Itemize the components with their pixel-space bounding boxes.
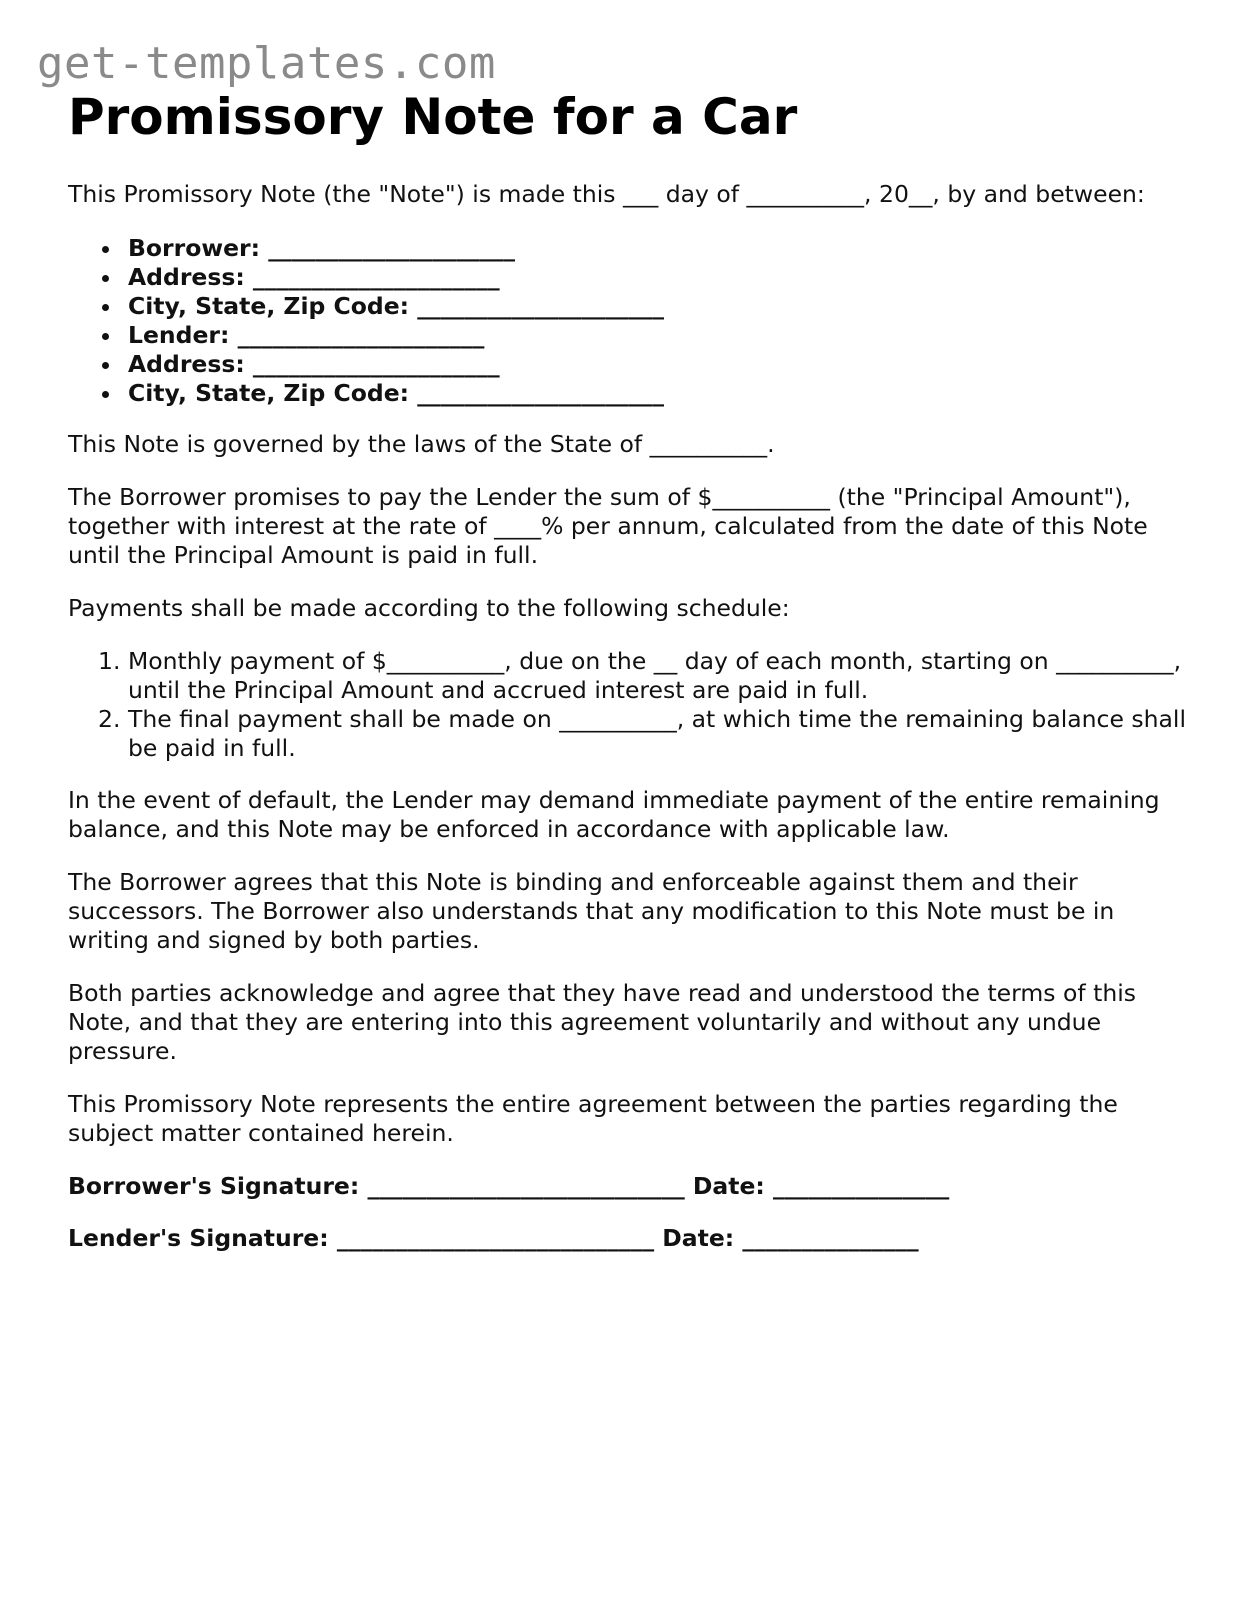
- entire-agreement-paragraph: This Promissory Note represents the entire agreement between the parties regarding the subject matter contained herein.: [68, 1090, 1118, 1147]
- principal-paragraph: The Borrower promises to pay the Lender the sum of $__________ (the "Principal Amount"), together with interest at the rate of ____% per annum, calculated from the date of this Note until the Principal Amount is paid in full.: [68, 483, 1148, 569]
- intro-paragraph: This Promissory Note (the "Note") is made this ___ day of __________, 20__, by and between:: [68, 180, 1145, 208]
- schedule-item: [98, 647, 1188, 705]
- page-title: Promissory Note for a Car: [68, 88, 798, 146]
- default-paragraph: In the event of default, the Lender may demand immediate payment of the entire remaining balance, and this Note may be enforced in accordance with applicable law.: [68, 786, 1160, 843]
- watermark: get-templates.com: [37, 38, 496, 89]
- acknowledgment-paragraph: Both parties acknowledge and agree that they have read and understood the terms of this Note, and that they are entering into this agreement voluntarily and without any undue pressure.: [68, 979, 1136, 1065]
- borrower-city-state-zip-line: City, State, Zip Code: _____________________: [128, 292, 1188, 321]
- lender-city-state-zip-line: City, State, Zip Code: _____________________: [128, 379, 1188, 408]
- schedule-item: [98, 705, 1188, 763]
- schedule-intro-paragraph: Payments shall be made according to the following schedule:: [68, 594, 790, 622]
- binding-paragraph: The Borrower agrees that this Note is binding and enforceable against them and their successors. The Borrower also understands that any modification to this Note must be in writing and signed by both parties.: [68, 868, 1115, 954]
- lender-address-line: Address: _____________________: [128, 350, 1188, 379]
- schedule-item-text: Monthly payment of $__________, due on the __ day of each month, starting on __________, until the Principal Amount and accrued interest are paid in full.: [128, 647, 1182, 704]
- parties-list: [68, 234, 1188, 408]
- lender-signature-line: Lender's Signature: ___________________________ Date: _______________: [68, 1224, 919, 1252]
- governing-law-paragraph: This Note is governed by the laws of the State of __________.: [68, 430, 775, 458]
- schedule-item-number: 1.: [98, 647, 121, 675]
- borrower-address-line: Address: _____________________: [128, 263, 1188, 292]
- schedule-item-text: The final payment shall be made on __________, at which time the remaining balance shall be paid in full.: [128, 705, 1186, 762]
- schedule-item-number: 2.: [98, 705, 121, 733]
- payment-schedule-list: [68, 647, 1188, 763]
- document-body: [68, 86, 1188, 1253]
- borrower-signature-line: Borrower's Signature: ___________________________ Date: _______________: [68, 1172, 950, 1200]
- lender-name-line: Lender: _____________________: [128, 321, 1188, 350]
- borrower-name-line: Borrower: _____________________: [128, 234, 1188, 263]
